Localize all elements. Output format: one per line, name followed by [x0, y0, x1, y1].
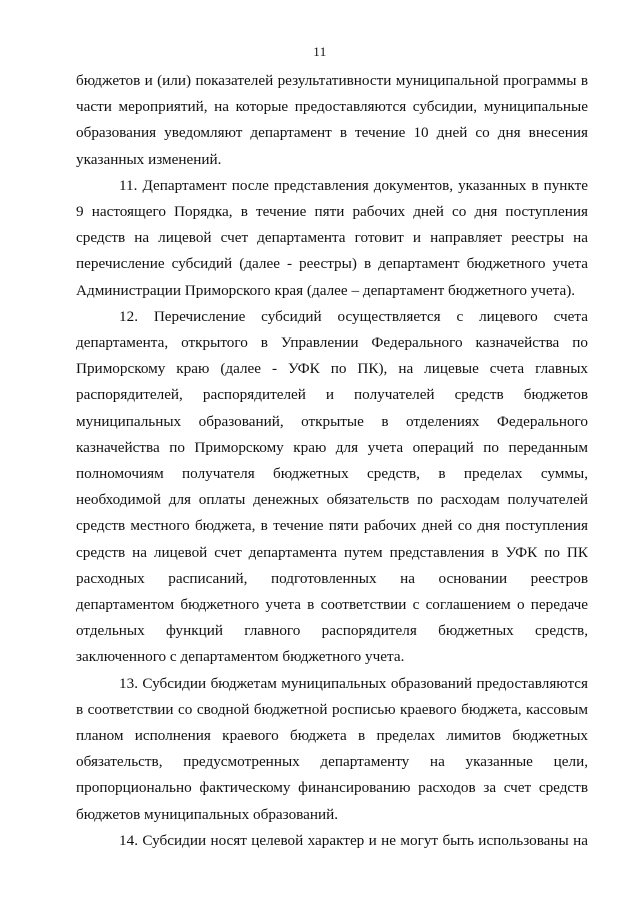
paragraph-14: 14. Субсидии носят целевой характер и не могут быть использованы на [119, 831, 588, 849]
page-number: 11 [313, 44, 327, 59]
paragraph-11: 11. Департамент после представления документов, указанных в пункте 9 настоящего Порядка, в течение пяти рабочих дней со дня поступления средств на лицевой счет департамента готовит и направляет реестры на перечисление субсидий (далее - реестры) в департамент бюджетного учета Администрации Приморского края (далее – департамент бюджетного учета). [76, 176, 588, 299]
paragraph-continuation: бюджетов и (или) показателей результативности муниципальной программы в части мероприятий, на которые предоставляются субсидии, муниципальные образования уведомляют департамент в течение 10 дней со дня внесения указанных изменений. [76, 72, 588, 168]
paragraph-13: 13. Субсидии бюджетам муниципальных образований предоставляются в соответствии со сводной бюджетной росписью краевого бюджета, кассовым планом исполнения краевого бюджета в пределах лимитов бюджетных обязательств, предусмотренных департаменту на указанные цели, пропорционально фактическому финансированию расходов за счет средств бюджетов муниципальных образований. [76, 674, 588, 823]
document-body [76, 68, 588, 854]
paragraph-12: 12. Перечисление субсидий осуществляется с лицевого счета департамента, открытого в Управлении Федерального казначейства по Приморскому краю (далее - УФК по ПК), на лицевые счета главных распорядителей, распорядителей и получателей средств бюджетов муниципальных образований, открытые в отделениях Федерального казначейства по Приморскому краю для учета операций по переданным полномочиям получателя бюджетных средств, в пределах суммы, необходимой для оплаты денежных обязательств по расходам получателей средств местного бюджета, в течение пяти рабочих дней со дня поступления средств на лицевой счет департамента путем представления в УФК по ПК расходных расписаний, подготовленных на основании реестров департаментом бюджетного учета в соответствии с соглашением о передаче отдельных функций главного распорядителя бюджетных средств, заключенного с департаментом бюджетного учета. [76, 307, 588, 666]
